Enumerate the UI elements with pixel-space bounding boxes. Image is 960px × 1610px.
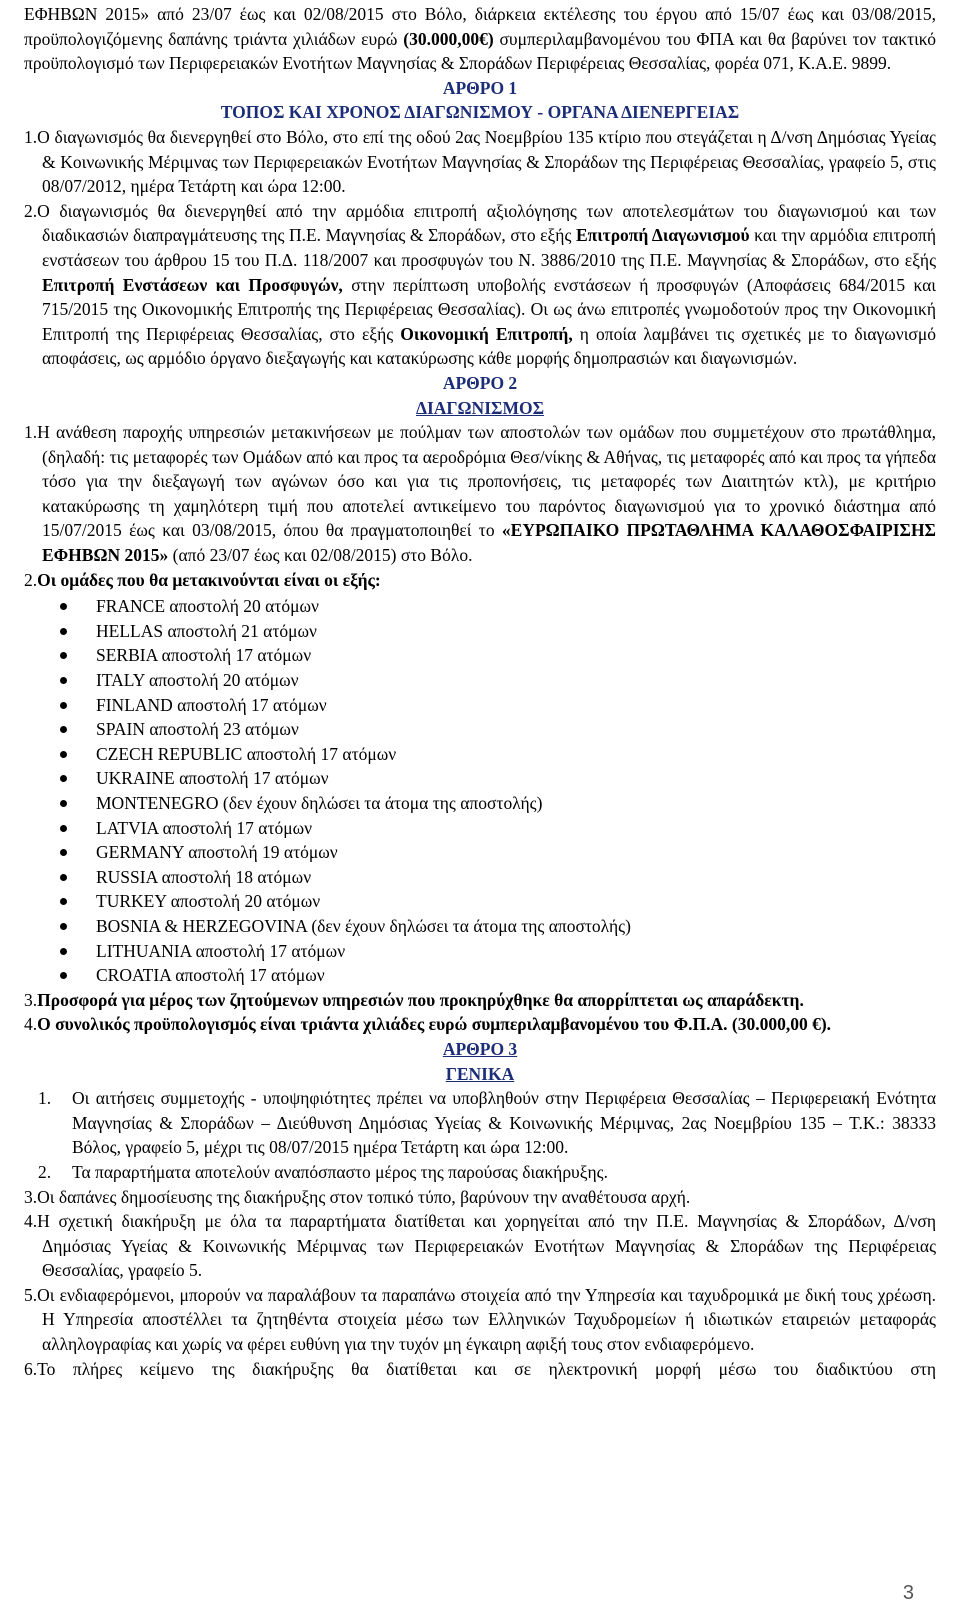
paragraph-text: Η σχετική διακήρυξη με όλα τα παραρτήματα διατίθεται και χορηγείται από την Π.Ε. Μαγνησίας & Σποράδων, Δ/νση Δημόσιας Υγείας & Κοινωνικής Μέριμνας των Περιφερειακών Ενοτήτων Μαγνησίας & Σποράδων της Περιφέρειας Θεσσαλίας, γραφείο 5.	[37, 1211, 936, 1281]
list-item: BOSNIA & HERZEGOVINA (δεν έχουν δηλώσει τα άτομα της αποστολής)	[58, 914, 936, 939]
article3-subtitle: ΓΕΝΙΚΑ	[445, 1063, 515, 1084]
paragraph-text: Το πλήρες κείμενο της διακήρυξης θα διατίθεται και σε ηλεκτρονική μορφή μέσω του διαδικτύου στη	[37, 1358, 936, 1379]
article2-subtitle: ΔΙΑΓΩΝΙΣΜΟΣ	[415, 397, 545, 418]
committee-name: Οικονομική Επιτροπή,	[400, 323, 573, 344]
page-number: 3	[902, 1582, 914, 1605]
article1-paragraph-1	[24, 125, 936, 199]
list-item: UKRAINE αποστολή 17 ατόμων	[58, 766, 936, 791]
committee-name: Επιτροπή Ενστάσεων και Προσφυγών,	[42, 274, 343, 295]
list-item: CROATIA αποστολή 17 ατόμων	[58, 963, 936, 988]
teams-list	[24, 594, 936, 988]
article3-paragraph-3	[24, 1185, 936, 1210]
intro-amount: (30.000,00€)	[403, 28, 494, 49]
list-item: MONTENEGRO (δεν έχουν δηλώσει τα άτομα της αποστολής)	[58, 791, 936, 816]
article2-paragraph-3	[24, 988, 936, 1013]
paragraph-number: 1.	[24, 422, 38, 443]
paragraph-number: 1.	[24, 126, 38, 147]
list-item	[24, 1160, 936, 1185]
paragraph-text: Η ανάθεση παροχής υπηρεσιών μετακινήσεων με πούλμαν των αποστολών των ομάδων που συμμετέχουν στο πρωτάθλημα, (δηλαδή: τις μεταφορές των Ομάδων από και προς τα αεροδρόμια Θεσ/νίκης & Αθήνας, τις μεταφορές από και προς τα γήπεδα τόσο για την διεξαγωγή των αγώνων όσο και για τις προπονήσεις, τις μεταφορές των Διαιτητών κτλ), με κριτήριο κατακύρωσης τη χαμηλότερη τιμή που αποτελεί αντικείμενο του παρόντος διαγωνισμού για το χρονικό διάστημα από 15/07/2015 έως και 03/08/2015, όπου θα πραγματοποιηθεί το	[37, 422, 936, 541]
article2-title: ΑΡΘΡΟ 2	[442, 372, 518, 393]
paragraph-number: 6.	[24, 1358, 38, 1379]
paragraph-text: Οι ενδιαφερόμενοι, μπορούν να παραλάβουν τα παραπάνω στοιχεία από την Υπηρεσία και ταχυδρομικά με δική τους χρέωση. Η Υπηρεσία αποστέλλει τα ζητηθέντα στοιχεία μέσω των Ελληνικών Ταχυδρομείων ή ιδιωτικών εταιρειών μεταφοράς αλληλογραφίας και χωρίς να φέρει ευθύνη για την τυχόν μη έγκαιρη αφιξή τους στον ενδιαφερόμενο.	[37, 1284, 936, 1355]
item-number: 2.	[38, 1161, 52, 1182]
article1-subtitle: ΤΟΠΟΣ ΚΑΙ ΧΡΟΝΟΣ ΔΙΑΓΩΝΙΣΜΟΥ - ΟΡΓΑΝΑ ΔΙΕΝΕΡΓΕΙΑΣ	[220, 102, 740, 123]
paragraph-text: Ο διαγωνισμός θα διενεργηθεί από την αρμόδια επιτροπή αξιολόγησης των αποτελεσμάτων του διαγωνισμού και των διαδικασιών διαπραγμάτευσης της Π.Ε. Μαγνησίας & Σποράδων, στο εξής	[37, 200, 936, 246]
list-item: LATVIA αποστολή 17 ατόμων	[58, 816, 936, 841]
paragraph-text: Ο διαγωνισμός θα διενεργηθεί στο Βόλο, στο επί της οδού 2ας Νοεμβρίου 135 κτίριο που στεγάζεται η Δ/νση Δημόσιας Υγείας & Κοινωνικής Μέριμνας των Περιφερειακών Ενοτήτων Μαγνησίας & Σποράδων της Περιφέρειας Θεσσαλίας, γραφείο 5, στις 08/07/2012, ημέρα Τετάρτη και ώρα 12:00.	[37, 126, 936, 197]
list-item: RUSSIA αποστολή 18 ατόμων	[58, 865, 936, 890]
article3-title: ΑΡΘΡΟ 3	[442, 1038, 518, 1059]
paragraph-text: στην περίπτωση υποβολής ενστάσεων ή προσφυγών (Αποφάσεις 684/2015 και 715/2015 της Οικονομικής Επιτροπής της Περιφέρειας Θεσσαλίας). Οι ως άνω επιτροπές γνωμοδοτούν προς την Οικονομική Επιτροπή της Περιφέρειας Θεσσαλίας, στο εξής	[42, 274, 937, 344]
paragraph-number: 3.	[24, 989, 38, 1010]
list-item: CZECH REPUBLIC αποστολή 17 ατόμων	[58, 742, 936, 767]
list-item: HELLAS αποστολή 21 ατόμων	[58, 619, 936, 644]
paragraph-text: η οποία λαμβάνει τις σχετικές με το διαγωνισμό αποφάσεις, ως αρμόδιο όργανο διεξαγωγής και κατακύρωσης κάθε μορφής δημοπρασιών και διαγωνισμών.	[42, 323, 936, 369]
article2-paragraph-4	[24, 1012, 936, 1037]
paragraph-number: 3.	[24, 1186, 38, 1207]
paragraph-number: 2.	[24, 200, 38, 221]
article1-title: ΑΡΘΡΟ 1	[442, 77, 518, 98]
article3-numbered-list	[24, 1086, 936, 1184]
item-text: Τα παραρτήματα αποτελούν αναπόσπαστο μέρος της παρούσας διακήρυξης.	[72, 1161, 608, 1182]
article3-paragraph-5	[24, 1283, 936, 1357]
championship-name: «ΕΥΡΩΠΑΙΚΟ ΠΡΩΤΑΘΛΗΜΑ ΚΑΛΑΘΟΣΦΑΙΡΙΣΗΣ ΕΦΗΒΩΝ 2015»	[42, 520, 936, 566]
article2-paragraph-1	[24, 420, 936, 568]
paragraph-text: Ο συνολικός προϋπολογισμός είναι τριάντα χιλιάδες ευρώ συμπεριλαμβανομένου του Φ.Π.Α. (30.000,00 €).	[37, 1014, 832, 1035]
intro-paragraph	[24, 2, 936, 76]
paragraph-number: 4.	[24, 1211, 38, 1232]
article3-paragraph-6	[24, 1357, 936, 1382]
intro-text-1: ΕΦΗΒΩΝ 2015» από 23/07 έως και 02/08/2015 στο Βόλο, διάρκεια εκτέλεσης του έργου από 15/07 έως και 03/08/2015, προϋπολογιζόμενης δαπάνης τριάντα χιλιάδων ευρώ	[24, 4, 936, 49]
list-item: LITHUANIA αποστολή 17 ατόμων	[58, 939, 936, 964]
list-item	[24, 1086, 936, 1160]
item-number: 1.	[38, 1088, 52, 1109]
paragraph-number: 4.	[24, 1014, 38, 1035]
paragraph-text: Προσφορά για μέρος των ζητούμενων υπηρεσιών που προκηρύχθηκε θα απορρίπτεται ως απαράδεκτη.	[37, 989, 804, 1010]
list-item: FINLAND αποστολή 17 ατόμων	[58, 693, 936, 718]
list-item: TURKEY αποστολή 20 ατόμων	[58, 889, 936, 914]
paragraph-text: (από 23/07 έως και 02/08/2015) στο Βόλο.	[168, 545, 473, 566]
list-item: SERBIA αποστολή 17 ατόμων	[58, 643, 936, 668]
list-item: SPAIN αποστολή 23 ατόμων	[58, 717, 936, 742]
teams-heading: Οι ομάδες που θα μετακινούνται είναι οι εξής:	[37, 569, 381, 590]
paragraph-text: Οι δαπάνες δημοσίευσης της διακήρυξης στον τοπικό τύπο, βαρύνουν την αναθέτουσα αρχή.	[37, 1186, 691, 1207]
list-item: GERMANY αποστολή 19 ατόμων	[58, 840, 936, 865]
list-item: ITALY αποστολή 20 ατόμων	[58, 668, 936, 693]
list-item: FRANCE αποστολή 20 ατόμων	[58, 594, 936, 619]
article3-paragraph-4	[24, 1209, 936, 1283]
paragraph-text: και την αρμόδια επιτροπή ενστάσεων του άρθρου 15 του Π.Δ. 118/2007 και προσφυγών του Ν. 3886/2010 της Π.Ε. Μαγνησίας & Σποράδων, στο εξής	[42, 225, 937, 270]
article2-paragraph-2	[24, 568, 936, 593]
intro-text-2: συμπεριλαμβανομένου του ΦΠΑ και θα βαρύνει τον τακτικό προϋπολογισμό των Περιφερειακών Ενοτήτων Μαγνησίας & Σποράδων Περιφέρειας Θεσσαλίας, φορέα 071, Κ.Α.Ε. 9899.	[24, 28, 936, 74]
paragraph-number: 5.	[24, 1284, 38, 1305]
committee-name: Επιτροπή Διαγωνισμού	[575, 225, 750, 246]
item-text: Οι αιτήσεις συμμετοχής - υποψηφιότητες πρέπει να υποβληθούν στην Περιφέρεια Θεσσαλίας – Περιφερειακή Ενότητα Μαγνησίας & Σποράδων – Διεύθυνση Δημόσιας Υγείας & Κοινωνικής Μέριμνας, 2ας Νοεμβρίου 135 – Τ.Κ.: 38333 Βόλος, γραφείο 5, μέχρι τις 08/07/2015 ημέρα Τετάρτη και ώρα 12:00.	[72, 1088, 936, 1158]
paragraph-number: 2.	[24, 569, 38, 590]
article1-paragraph-2	[24, 199, 936, 371]
